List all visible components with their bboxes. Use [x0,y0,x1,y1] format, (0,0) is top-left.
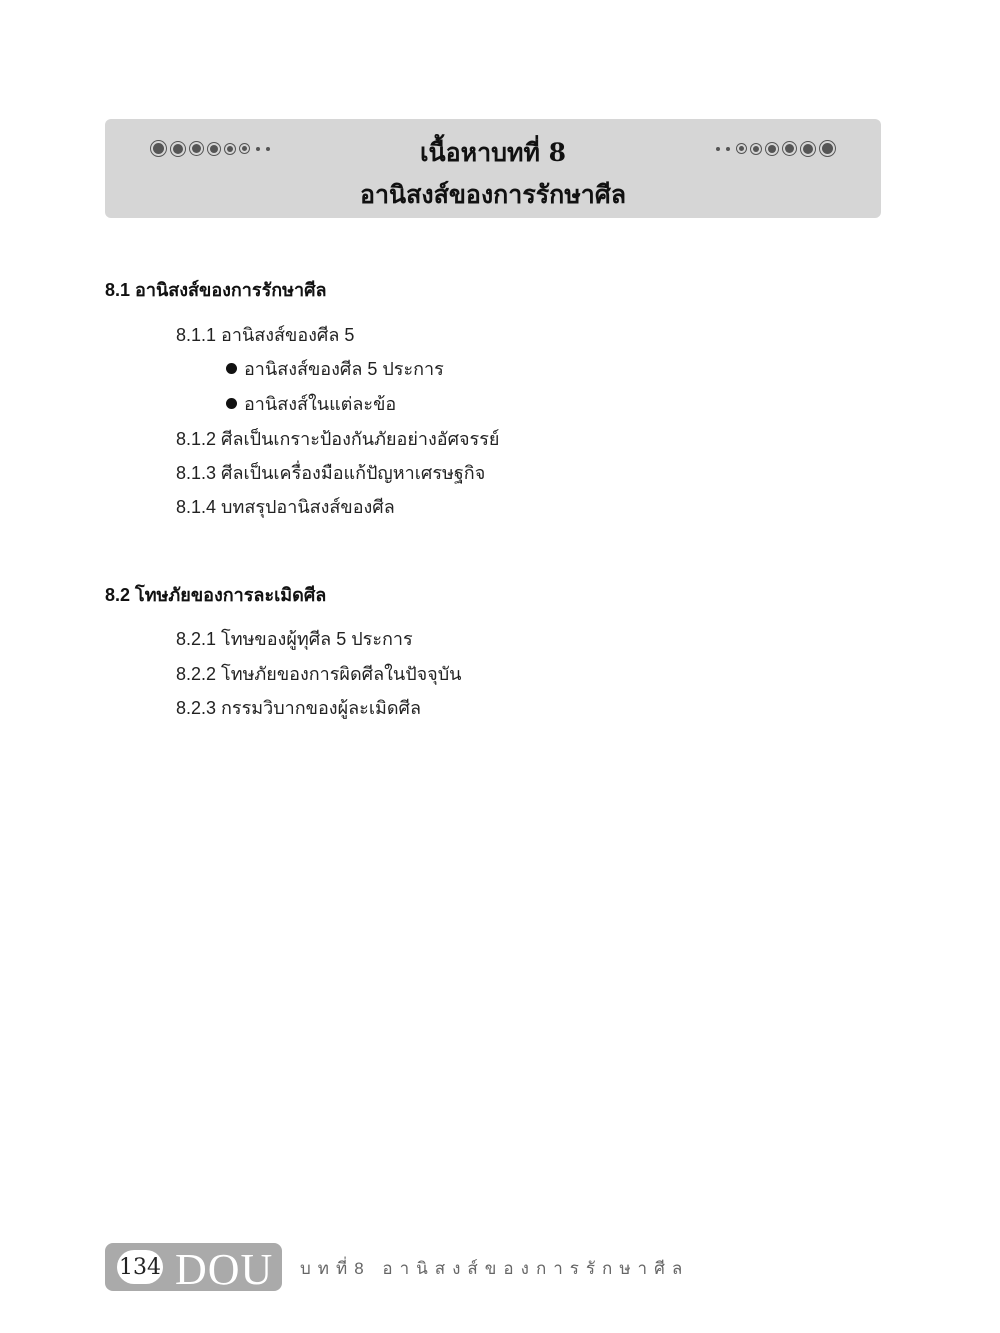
dot-icon [803,144,813,154]
outline-item-8-2-2: 8.2.2 โทษภัยของการผิดศีลในปัจจุบัน [176,664,462,684]
dot-icon [716,147,720,151]
bullet-item-text: อานิสงส์ของศีล 5 ประการ [244,359,444,379]
outline-item-8-2-3: 8.2.3 กรรมวิบากของผู้ละเมิดศีล [176,698,421,718]
dot-icon [785,144,794,153]
outline-item-8-1-2: 8.1.2 ศีลเป็นเกราะป้องกันภัยอย่างอัศจรรย์ [176,429,500,449]
dot-icon [753,146,759,152]
dou-logo: DOU [175,1245,274,1294]
outline-item-8-1-3: 8.1.3 ศีลเป็นเครื่องมือแก้ปัญหาเศรษฐกิจ [176,463,486,483]
outline-item-8-2-1: 8.2.1 โทษของผู้ทุศีล 5 ประการ [176,629,413,649]
outline-item-8-1-4: 8.1.4 บทสรุปอานิสงส์ของศีล [176,497,395,517]
dot-icon [739,146,744,151]
chapter-banner [105,119,881,218]
page-number: 134 [117,1250,163,1284]
section-heading-8-2: 8.2 โทษภัยของการละเมิดศีล [105,585,327,605]
footer-chapter-text: บทที่8 อานิสงส์ของการรักษาศีล [300,1259,690,1278]
bullet-item-text: อานิสงส์ในแต่ละข้อ [244,394,397,414]
bullet-item [226,354,444,383]
bullet-item [226,389,396,418]
outline-item-8-1-1: 8.1.1 อานิสงส์ของศีล 5 [176,325,355,345]
bullet-icon [226,398,237,409]
chapter-title: เนื้อหาบทที่ 8 [419,138,567,167]
dot-icon [768,145,776,153]
footer-logo-box [105,1243,282,1294]
dot-icon [726,147,730,151]
section-heading-8-1: 8.1 อานิสงส์ของการรักษาศีล [105,280,327,300]
decorative-dots-right [716,143,833,154]
bullet-icon [226,363,237,374]
chapter-subtitle: อานิสงส์ของการรักษาศีล [359,181,627,209]
dot-icon [822,143,833,154]
